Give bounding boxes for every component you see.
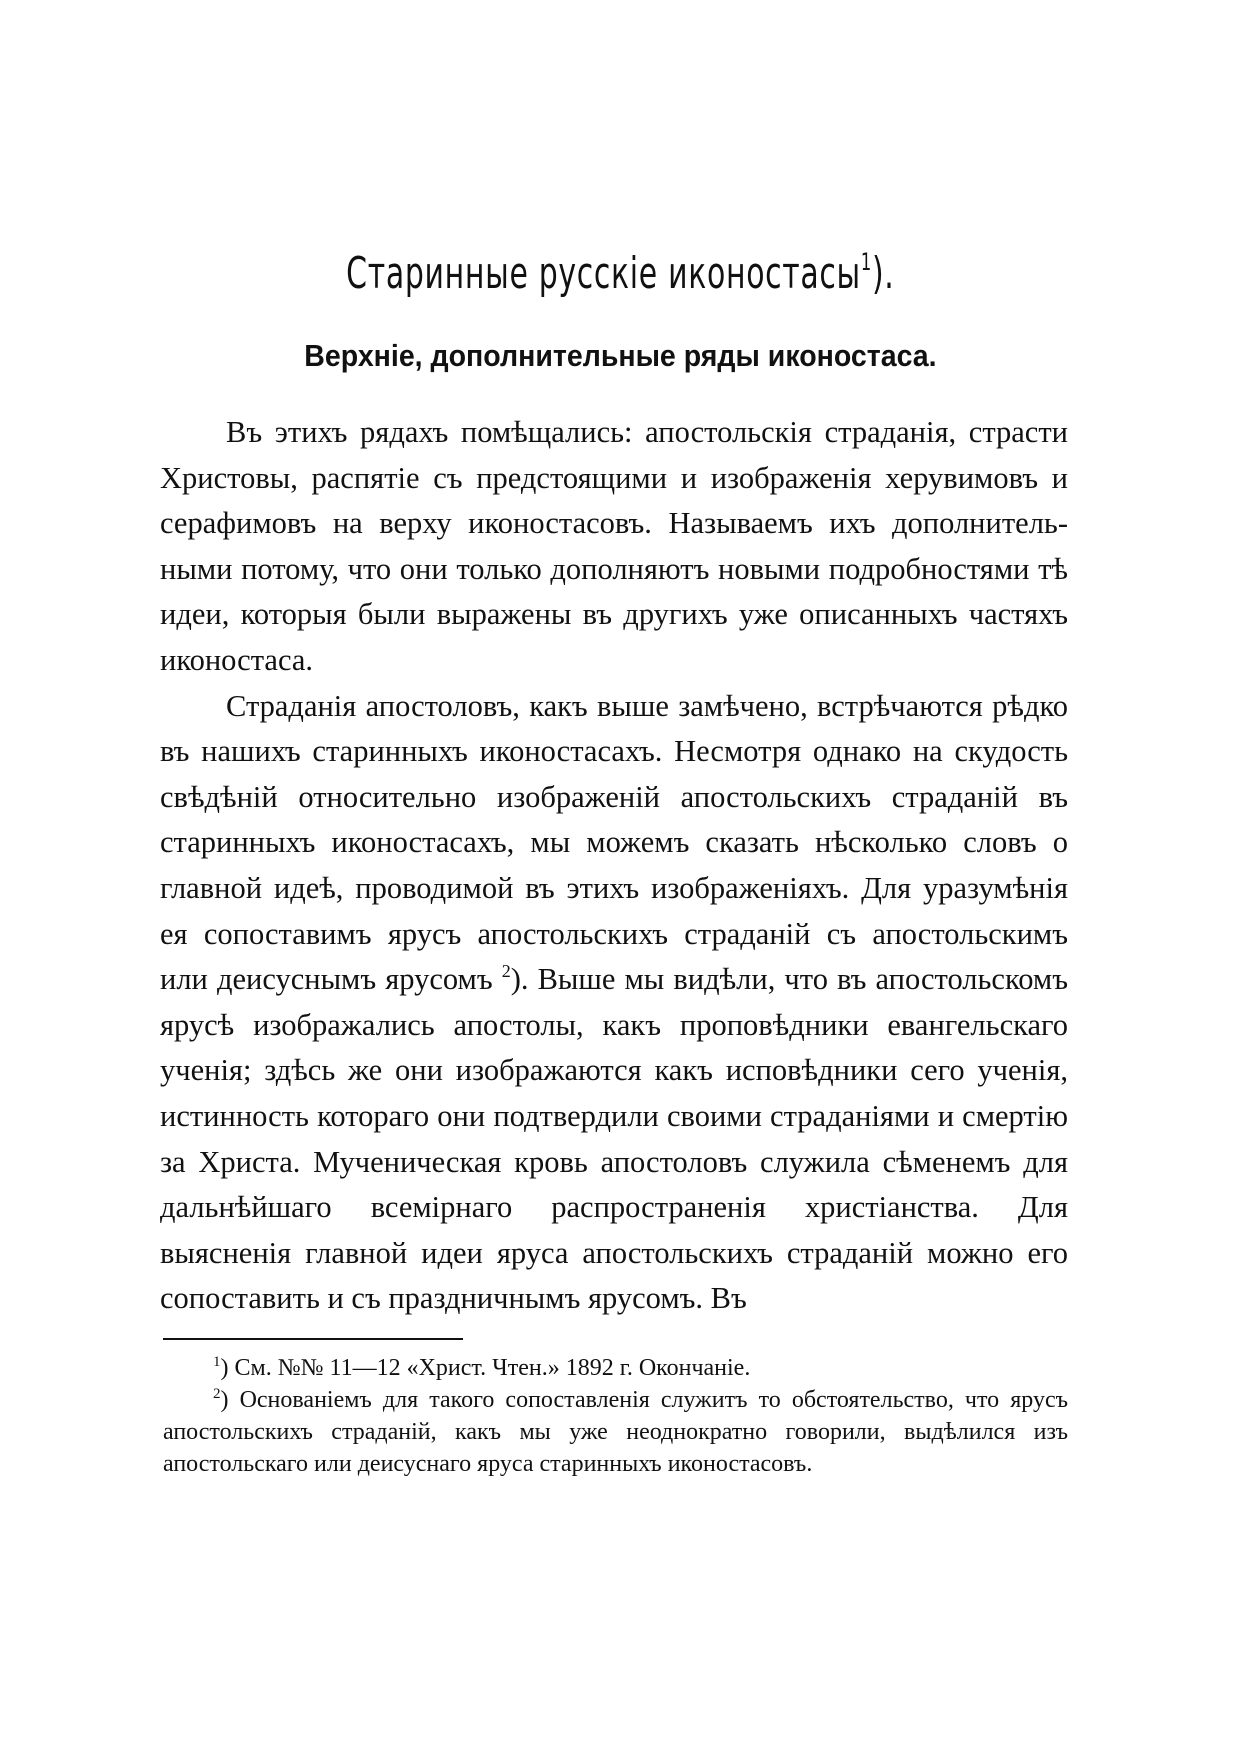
- body-text: [160, 410, 1068, 1322]
- footnote-1-text: ) См. №№ 11—12 «Христ. Чтен.» 1892 г. Окончаніе.: [220, 1355, 751, 1381]
- paragraph-2-part-1: Страданія апостоловъ, какъ выше замѣчено, встрѣчаются рѣдко въ нашихъ старинныхъ иконостасахъ. Несмотря однако на скудость свѣдѣній относительно изображеній апостольскихъ страданій въ старинныхъ иконостасахъ, мы можемъ сказать нѣсколько словъ о главной идеѣ, проводимой въ этихъ изображеніяхъ. Для уразумѣнія ея сопоставимъ ярусъ апостольскихъ страданій съ апостольскимъ или деисуснымъ ярусомъ: [160, 688, 1068, 997]
- section-subtitle: Верхніе, дополнительные ряды иконостаса.: [304, 338, 937, 373]
- footnotes: [163, 1352, 1068, 1480]
- footnote-2-mark: 2: [213, 1386, 221, 1402]
- footnote-2: [163, 1384, 1068, 1480]
- title-text: Старинные русскіе иконостасы: [346, 248, 861, 299]
- title-end: ).: [871, 248, 895, 299]
- footnote-1-mark: 1: [213, 1354, 221, 1370]
- paragraph-2: [160, 684, 1068, 1322]
- footnote-1: [163, 1352, 1068, 1384]
- paragraph-1: Въ этихъ рядахъ помѣщались: апостольскія страданія, страсти Христовы, распятіе съ предстоящими и изображенія херувимовъ и серафимовъ на верху иконостасовъ. Называемъ ихъ дополнительными потому, что они только дополняютъ новыми подробностями тѣ идеи, которыя были выражены въ другихъ уже описанныхъ частяхъ иконостаса.: [160, 415, 1068, 677]
- title-footnote-mark: 1: [860, 248, 872, 276]
- paragraph-2-part-2: ). Выше мы видѣли, что въ апостольскомъ ярусѣ изображались апостолы, какъ проповѣдники евангельскаго ученія; здѣсь же они изображаются какъ исповѣдники сего ученія, истинность котораго они подтвердили своими страданіями и смертію за Христа. Мученическая кровь апостоловъ служила сѣменемъ для дальнѣйшаго всемірнаго распространенія христіанства. Для выясненія главной идеи яруса апостольскихъ страданій можно его сопоставить и съ праздничнымъ ярусомъ. Въ: [160, 962, 1068, 1316]
- footnote-2-text: ) Основаніемъ для такого сопоставленія служитъ то обстоятельство, что ярусъ апостольскихъ страданій, какъ мы уже неоднократно говорили, выдѣлился изъ апостольскаго или деисуснаго яруса старинныхъ иконостасовъ.: [163, 1387, 1068, 1477]
- inline-footnote-mark: 2: [501, 961, 511, 982]
- page-title: [198, 248, 1042, 299]
- footnote-divider: [163, 1338, 463, 1340]
